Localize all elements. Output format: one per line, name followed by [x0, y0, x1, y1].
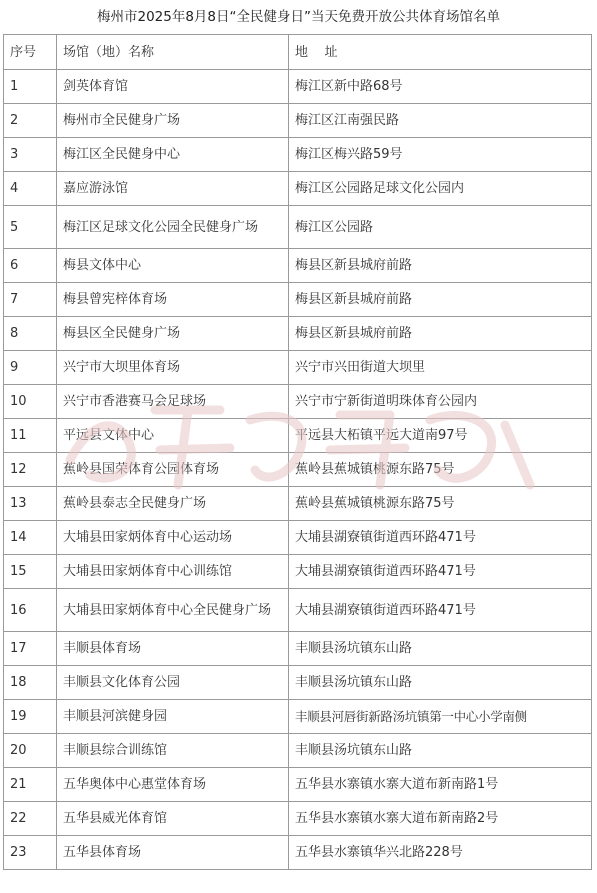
- venue-name: 梅州市全民健身广场: [57, 104, 289, 138]
- venue-name: 丰顺县河滨健身园: [57, 700, 289, 734]
- row-number: 10: [4, 385, 57, 419]
- table-row: [4, 632, 592, 666]
- row-number: 13: [4, 487, 57, 521]
- venue-name: 丰顺县综合训练馆: [57, 734, 289, 768]
- row-number: 14: [4, 521, 57, 555]
- table-row: [4, 138, 592, 172]
- row-number: 17: [4, 632, 57, 666]
- venue-address: 梅江区公园路: [289, 206, 592, 249]
- venue-address: 五华县水寨镇水寨大道布新南路2号: [289, 802, 592, 836]
- table-row: [4, 172, 592, 206]
- venue-address: 梅江区公园路足球文化公园内: [289, 172, 592, 206]
- table-row: [4, 700, 592, 734]
- venue-name: 丰顺县文化体育公园: [57, 666, 289, 700]
- table-row: [4, 104, 592, 138]
- table-row: [4, 453, 592, 487]
- table-row: [4, 734, 592, 768]
- row-number: 19: [4, 700, 57, 734]
- venue-address: 大埔县湖寮镇街道西环路471号: [289, 521, 592, 555]
- venue-name: 大埔县田家炳体育中心训练馆: [57, 555, 289, 589]
- venue-address: 丰顺县河唇街新路汤坑镇第一中心小学南侧: [289, 700, 592, 734]
- table-header-row: [4, 35, 592, 70]
- table-row: [4, 555, 592, 589]
- venue-address: 丰顺县汤坑镇东山路: [289, 666, 592, 700]
- venue-address: 兴宁市兴田街道大坝里: [289, 351, 592, 385]
- table-row: [4, 666, 592, 700]
- table-row: [4, 283, 592, 317]
- table-row: [4, 206, 592, 249]
- row-number: 15: [4, 555, 57, 589]
- table-row: [4, 351, 592, 385]
- venue-address: 蕉岭县蕉城镇桃源东路75号: [289, 487, 592, 521]
- table-row: [4, 521, 592, 555]
- venue-address: 梅县区新县城府前路: [289, 249, 592, 283]
- venue-name: 蕉岭县泰志全民健身广场: [57, 487, 289, 521]
- row-number: 12: [4, 453, 57, 487]
- venue-table: [3, 34, 592, 870]
- venue-name: 五华县威光体育馆: [57, 802, 289, 836]
- table-row: [4, 802, 592, 836]
- venue-name: 大埔县田家炳体育中心全民健身广场: [57, 589, 289, 632]
- row-number: 20: [4, 734, 57, 768]
- table-row: [4, 249, 592, 283]
- venue-name: 蕉岭县国荣体育公园体育场: [57, 453, 289, 487]
- venue-address: 丰顺县汤坑镇东山路: [289, 734, 592, 768]
- row-number: 22: [4, 802, 57, 836]
- venue-name: 嘉应游泳馆: [57, 172, 289, 206]
- venue-address: 梅江区江南强民路: [289, 104, 592, 138]
- table-row: [4, 589, 592, 632]
- venue-name: 大埔县田家炳体育中心运动场: [57, 521, 289, 555]
- venue-address: 蕉岭县蕉城镇桃源东路75号: [289, 453, 592, 487]
- header-serial-number: 序号: [4, 35, 57, 70]
- venue-address: 梅江区梅兴路59号: [289, 138, 592, 172]
- row-number: 18: [4, 666, 57, 700]
- venue-address: 梅县区新县城府前路: [289, 283, 592, 317]
- row-number: 11: [4, 419, 57, 453]
- row-number: 9: [4, 351, 57, 385]
- venue-name: 丰顺县体育场: [57, 632, 289, 666]
- venue-address: 五华县水寨镇华兴北路228号: [289, 836, 592, 870]
- row-number: 7: [4, 283, 57, 317]
- venue-name: 梅江区全民健身中心: [57, 138, 289, 172]
- table-row: [4, 419, 592, 453]
- row-number: 4: [4, 172, 57, 206]
- venue-name: 兴宁市香港赛马会足球场: [57, 385, 289, 419]
- venue-name: 梅江区足球文化公园全民健身广场: [57, 206, 289, 249]
- venue-name: 梅县文体中心: [57, 249, 289, 283]
- header-address: 地 址: [289, 35, 592, 70]
- row-number: 16: [4, 589, 57, 632]
- table-row: [4, 317, 592, 351]
- venue-address: 平远县大柘镇平远大道南97号: [289, 419, 592, 453]
- venue-name: 五华奥体中心惠堂体育场: [57, 768, 289, 802]
- table-row: [4, 768, 592, 802]
- venue-name: 剑英体育馆: [57, 70, 289, 104]
- venue-address: 丰顺县汤坑镇东山路: [289, 632, 592, 666]
- venue-name: 梅县区全民健身广场: [57, 317, 289, 351]
- page-title: 梅州市2025年8月8日“全民健身日”当天免费开放公共体育场馆名单: [96, 9, 501, 25]
- table-row: [4, 385, 592, 419]
- venue-name: 平远县文体中心: [57, 419, 289, 453]
- venue-name: 兴宁市大坝里体育场: [57, 351, 289, 385]
- venue-address: 五华县水寨镇水寨大道布新南路1号: [289, 768, 592, 802]
- row-number: 21: [4, 768, 57, 802]
- venue-address: 大埔县湖寮镇街道西环路471号: [289, 589, 592, 632]
- row-number: 23: [4, 836, 57, 870]
- row-number: 1: [4, 70, 57, 104]
- venue-address: 大埔县湖寮镇街道西环路471号: [289, 555, 592, 589]
- row-number: 6: [4, 249, 57, 283]
- venue-address: 兴宁市宁新街道明珠体育公园内: [289, 385, 592, 419]
- table-row: [4, 70, 592, 104]
- table-row: [4, 487, 592, 521]
- row-number: 3: [4, 138, 57, 172]
- venue-address: 梅江区新中路68号: [289, 70, 592, 104]
- venue-name: 梅县曾宪梓体育场: [57, 283, 289, 317]
- header-venue-name: 场馆（地）名称: [57, 35, 289, 70]
- venue-name: 五华县体育场: [57, 836, 289, 870]
- venue-address: 梅县区新县城府前路: [289, 317, 592, 351]
- row-number: 8: [4, 317, 57, 351]
- row-number: 2: [4, 104, 57, 138]
- table-row: [4, 836, 592, 870]
- row-number: 5: [4, 206, 57, 249]
